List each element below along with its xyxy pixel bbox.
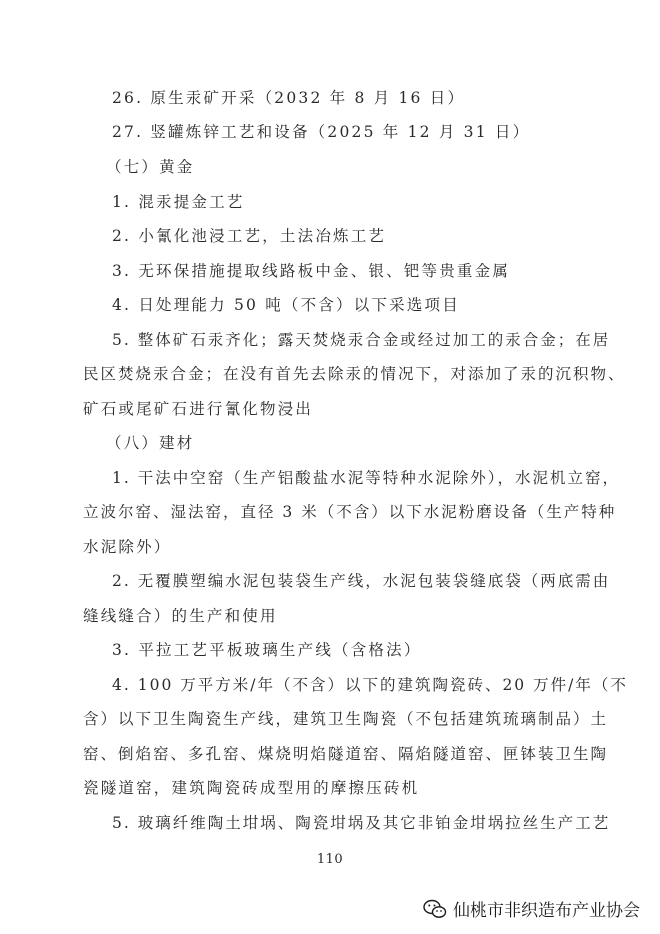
text-line-gold-5-cont-2: 矿石或尾矿石进行氰化物浸出 [83, 400, 314, 418]
text-line-bm-2: 2. 无覆膜塑编水泥包装袋生产线，水泥包装袋缝底袋（两底需由 [112, 572, 611, 590]
text-line-item-26: 26. 原生汞矿开采（2032 年 8 月 16 日） [112, 89, 466, 107]
text-line-bm-5: 5. 玻璃纤维陶土坩埚、陶瓷坩埚及其它非铂金坩埚拉丝生产工艺 [112, 814, 611, 832]
text-line-bm-4: 4. 100 万平方米/年（不含）以下的建筑陶瓷砖、20 万件/年（不 [112, 676, 628, 694]
text-line-bm-4-cont-1: 含）以下卫生陶瓷生产线，建筑卫生陶瓷（不包括建筑琉璃制品）土 [83, 710, 609, 728]
section-heading-gold: （七）黄金 [106, 158, 195, 176]
wechat-icon [423, 899, 447, 919]
page-number: 110 [316, 852, 344, 867]
text-line-bm-4-cont-3: 瓷隧道窑，建筑陶瓷砖成型用的摩擦压砖机 [83, 779, 420, 797]
text-line-bm-3: 3. 平拉工艺平板玻璃生产线（含格法） [112, 641, 422, 659]
text-line-gold-1: 1. 混汞提金工艺 [112, 193, 245, 211]
text-line-gold-3: 3. 无环保措施提取线路板中金、银、钯等贵重金属 [112, 262, 511, 280]
text-line-bm-4-cont-2: 窑、倒焰窑、多孔窑、煤烧明焰隧道窑、隔焰隧道窑、匣钵装卫生陶 [83, 745, 609, 763]
text-line-bm-2-cont-1: 缝线缝合）的生产和使用 [83, 607, 278, 625]
text-line-bm-1: 1. 干法中空窑（生产铝酸盐水泥等特种水泥除外），水泥机立窑， [112, 469, 620, 487]
section-heading-building-materials: （八）建材 [106, 434, 195, 452]
text-line-gold-5-cont-1: 民区焚烧汞合金；在没有首先去除汞的情况下，对添加了汞的沉积物、 [83, 365, 626, 383]
text-line-gold-2: 2. 小氰化池浸工艺，土法冶炼工艺 [112, 227, 387, 245]
text-line-gold-5: 5. 整体矿石汞齐化；露天焚烧汞合金或经过加工的汞合金；在居 [112, 331, 611, 349]
watermark [423, 896, 640, 921]
text-line-bm-1-cont-2: 水泥除外） [83, 538, 172, 556]
watermark-text: 仙桃市非织造布产业协会 [453, 901, 640, 921]
text-line-bm-1-cont-1: 立波尔窑、湿法窑，直径 3 米（不含）以下水泥粉磨设备（生产特种 [83, 503, 617, 521]
text-line-gold-4: 4. 日处理能力 50 吨（不含）以下采选项目 [112, 296, 460, 314]
text-line-item-27: 27. 竖罐炼锌工艺和设备（2025 年 12 月 31 日） [112, 123, 531, 141]
